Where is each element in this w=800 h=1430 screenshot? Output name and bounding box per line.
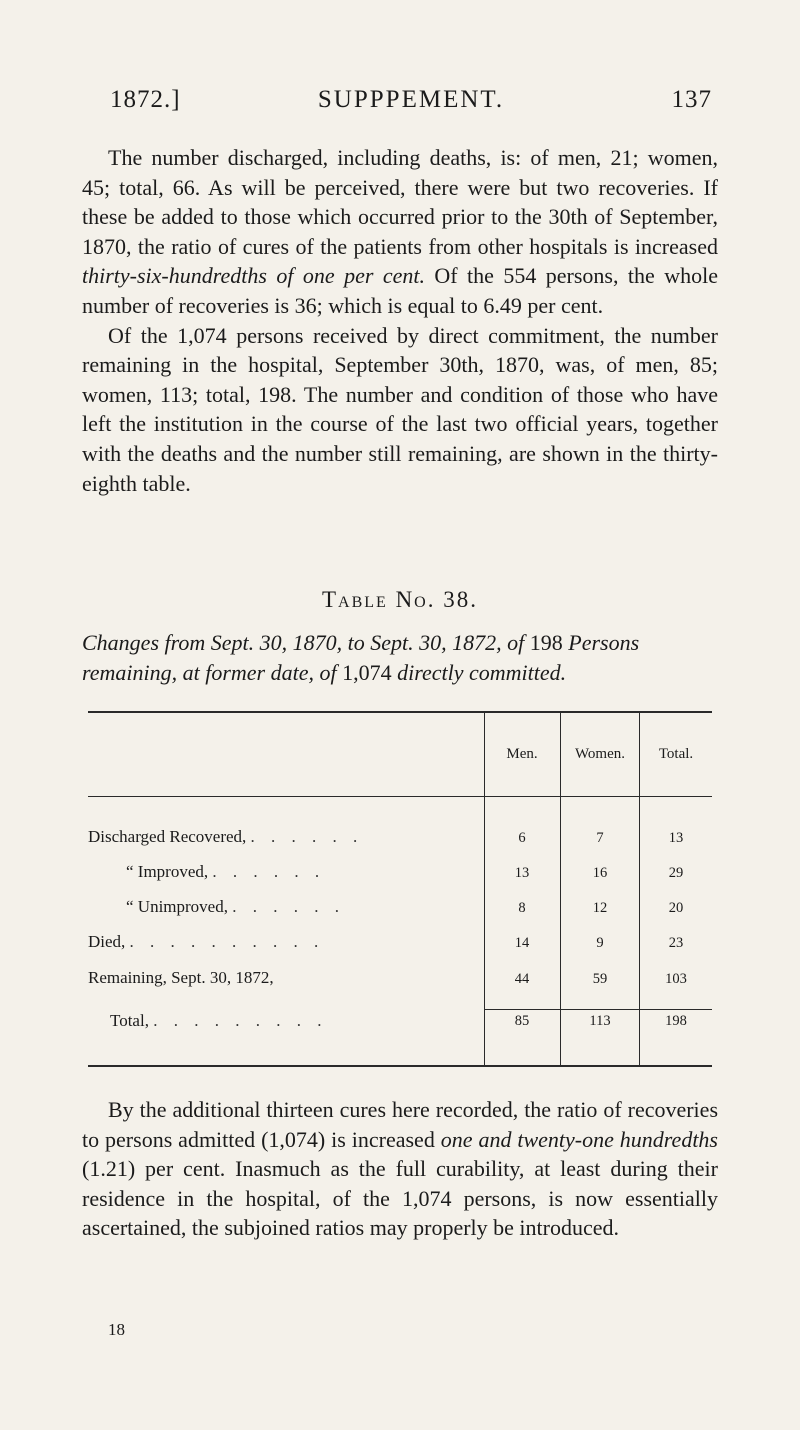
caption-part-5: of [319, 659, 337, 685]
row-label-text: “ Unimproved, [126, 897, 228, 916]
header-rule [88, 796, 712, 797]
paragraph-1-text-a: The number discharged, including deaths, is: of men, 21; women, 45; total, 66. As will be perceived, there were but two recoveries. If these be added to those which occurred prior to the 30th of September, 1870, the ratio of cures of the patients from other hospitals is increased [82, 145, 718, 259]
cell-men: 14 [514, 935, 530, 951]
table-row-label [88, 897, 522, 917]
header-total: Total. [658, 746, 694, 762]
cell-women: 16 [592, 865, 608, 881]
caption-part-1: Changes from Sept. 30, 1870, to Sept. 30, 1872, [82, 630, 508, 655]
changes-table [88, 711, 712, 1067]
cell-total: 103 [665, 971, 687, 987]
page-number: 137 [671, 86, 712, 113]
cell-men: 8 [518, 900, 526, 916]
bottom-paragraph [82, 1095, 718, 1243]
caption-part-7: directly committed. [397, 659, 567, 685]
leader-dots: . . . . . . [250, 827, 364, 846]
table-row-label [88, 932, 484, 952]
caption-part-2: of [507, 630, 525, 655]
row-label-text: Total, [110, 1011, 149, 1030]
paragraph-1 [82, 143, 718, 321]
cell-total: 198 [665, 1013, 687, 1029]
header-women: Women. [574, 746, 626, 762]
running-head [110, 86, 712, 120]
leader-dots: . . . . . . . . . [153, 1011, 328, 1030]
cell-women: 7 [596, 830, 604, 846]
cell-total: 20 [668, 900, 684, 916]
paragraph-3-italic: one and twenty-one hundredths [440, 1126, 718, 1152]
paragraph-1-text-b: Of the 554 persons, the whole number of recoveries is 36; which is equal to 6.49 per cent. [82, 263, 718, 318]
sum-rule [484, 1009, 712, 1010]
paragraph-3 [82, 1095, 718, 1243]
cell-women: 59 [592, 971, 608, 987]
table-title: Table No. 38. [322, 587, 478, 612]
cell-women: 12 [592, 900, 608, 916]
paragraph-3-text-b: (1.21) per cent. Inasmuch as the full curability, at least during their residence in the hospital, of the 1,074 persons, is now essentially ascertained, the subjoined ratios may properly be introduced. [82, 1156, 718, 1241]
cell-men: 13 [514, 865, 530, 881]
caption-part-6: 1,074 [336, 659, 398, 685]
cell-women: 113 [589, 1013, 611, 1029]
caption-part-3: 198 [524, 630, 569, 655]
header-men: Men. [506, 746, 538, 762]
row-label-text: Died, [88, 932, 126, 951]
table-row-label [88, 827, 484, 847]
cell-men: 85 [514, 1013, 530, 1029]
row-label-text: Discharged Recovered, [88, 827, 247, 846]
signature-mark: 18 [108, 1320, 125, 1339]
top-paragraphs [82, 143, 718, 498]
cell-women: 9 [596, 935, 604, 951]
paragraph-3-text-a: By the additional thirteen cures here recorded, the ratio of recoveries to persons admitted (1,074) is increased [82, 1097, 718, 1152]
running-head-title: SUPPPEMENT. [317, 86, 505, 113]
cell-total: 13 [668, 830, 684, 846]
paragraph-1-italic: thirty-six-hundredths of one per cent. [82, 263, 425, 289]
row-label-text: “ Improved, [126, 862, 209, 881]
leader-dots: . . . . . . . . . . [129, 932, 325, 951]
cell-total: 29 [668, 865, 684, 881]
caption-part-4: Persons remaining, at former date, [82, 630, 640, 685]
running-head-year: 1872.] [110, 86, 181, 113]
cell-men: 6 [518, 830, 526, 846]
table-row-label [88, 968, 484, 988]
cell-men: 44 [514, 971, 530, 987]
cell-total: 23 [668, 935, 684, 951]
table-row-label [88, 862, 522, 882]
row-label-text: Remaining, Sept. 30, 1872, [88, 968, 274, 987]
table-caption [82, 628, 718, 687]
paragraph-2: Of the 1,074 persons received by direct commitment, the number remaining in the hospital, September 30th, 1870, was, of men, 85; women, 113; total, 198. The number and condition of those who have left the institution in the course of the last two official years, together with the deaths and the number still remaining, are shown in the thirty-eighth table. [82, 322, 718, 496]
table-row-label [88, 1011, 506, 1031]
leader-dots: . . . . . . [212, 862, 326, 881]
leader-dots: . . . . . . [232, 897, 345, 916]
